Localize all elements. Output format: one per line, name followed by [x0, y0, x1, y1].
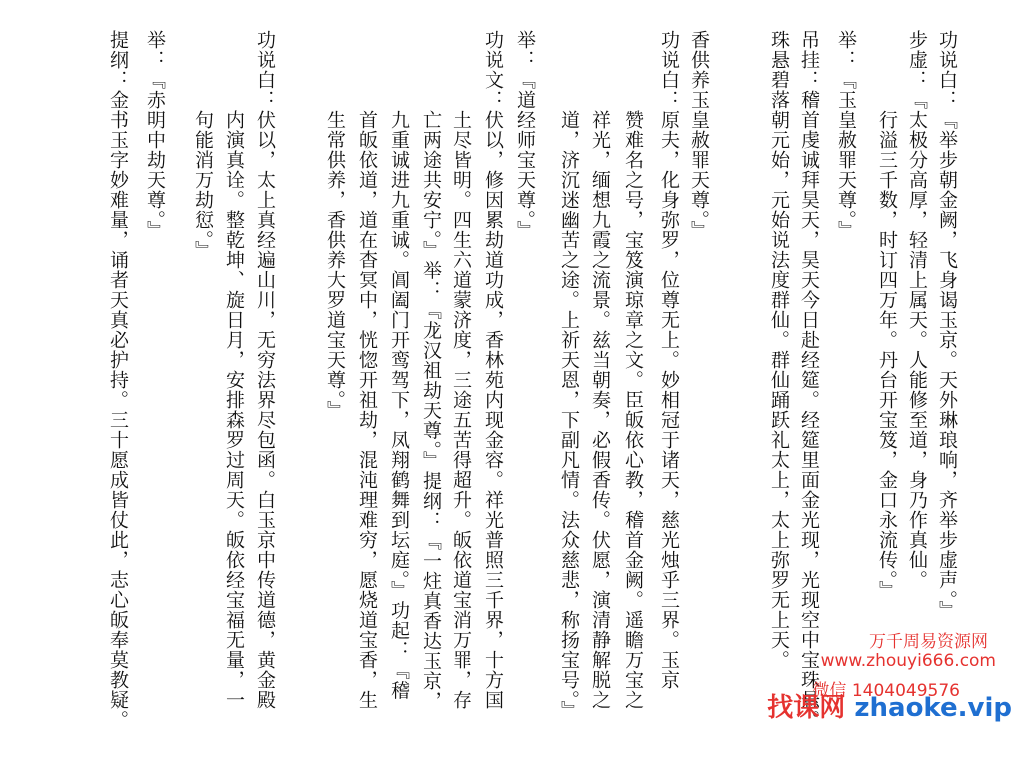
text-column-17: 首皈依道，道在杳冥中，恍惚开祖劫，混沌理难穷，愿烧道宝香，生	[356, 110, 378, 710]
text-column-22: 举：『赤明中劫天尊。』	[144, 30, 166, 241]
text-column-10: 祥光，缅想九霞之流景。兹当朝奏，必假香传。伏愿，演清静解脱之	[589, 110, 611, 710]
text-column-7: 香供养玉皇赦罪天尊。』	[688, 30, 710, 241]
text-column-6: 珠悬碧落朝元始，元始说法度群仙。群仙踊跃礼太上，太上弥罗无上天。	[768, 30, 790, 670]
text-column-11: 道，济沉迷幽苦之途。上祈天恩，下副凡情。法众慈悲，称扬宝号。』	[558, 110, 580, 721]
watermark-brand	[767, 687, 1012, 724]
text-column-14: 土尽皆明。四生六道蒙济度，三途五苦得超升。皈依道宝消万罪，存	[450, 110, 472, 710]
text-column-4: 举：『玉皇赦罪天尊。』	[835, 30, 857, 241]
watermark-brand-cn: 找课网	[767, 693, 846, 723]
text-column-19: 功说白：伏以，太上真经遍山川，无穷法界尽包函。白玉京中传道德，黄金殿	[254, 30, 276, 710]
text-column-2: 步虚：『太极分高厚，轻清上属天。人能修至道，身乃作真仙。	[906, 30, 928, 590]
text-column-8: 功说白：原夫，化身弥罗，位尊无上。妙相冠于诸天，慈光烛乎三界。玉京	[658, 30, 680, 690]
text-column-20: 内演真诠。整乾坤、旋日月，安排森罗过周天。皈依经宝福无量，一	[223, 110, 245, 710]
text-column-5: 吊挂：稽首虔诚拜昊天，昊天今日赴经筵。经筵里面金光现，光现空中宝珠悬。	[798, 30, 820, 730]
text-column-23: 提纲：金书玉字妙难量，诵者天真必护持。三十愿成皆仗此，志心皈奉莫教疑。	[107, 30, 129, 730]
watermark-wechat: 微信 1404049576	[812, 681, 960, 701]
text-column-21: 句能消万劫愆。』	[192, 110, 214, 261]
text-column-1: 功说白：『举步朝金阙，飞身谒玉京。天外琳琅响，齐举步虚声。』	[936, 30, 958, 621]
text-column-18: 生常供养，香供养大罗道宝天尊。』	[324, 110, 346, 421]
watermark-url: www.zhouyi666.com	[820, 651, 996, 671]
text-column-13: 功说文：伏以，修因累劫道功成，香林苑内现金容。祥光普照三千界，十方国	[482, 30, 504, 710]
text-column-16: 九重诚进九重诚。阊阖门开鸾驾下，凤翔鹤舞到坛庭。』功起：『稽	[388, 110, 410, 701]
watermark-site-name: 万千周易资源网	[869, 632, 988, 652]
text-column-3: 行溢三千数，时订四万年。丹台开宝笈，金口永流传。』	[876, 110, 898, 601]
watermark-brand-url: zhaoke.vip	[854, 693, 1012, 723]
text-column-9: 赞难名之号，宝笈演琼章之文。臣皈依心教，稽首金阙。遥瞻万宝之	[622, 110, 644, 710]
text-column-12: 举：『道经师宝天尊。』	[514, 30, 536, 241]
text-column-15: 亡两途共安宁。』举：『龙汉祖劫天尊。』提纲：『一炷真香达玉京，	[420, 110, 442, 711]
